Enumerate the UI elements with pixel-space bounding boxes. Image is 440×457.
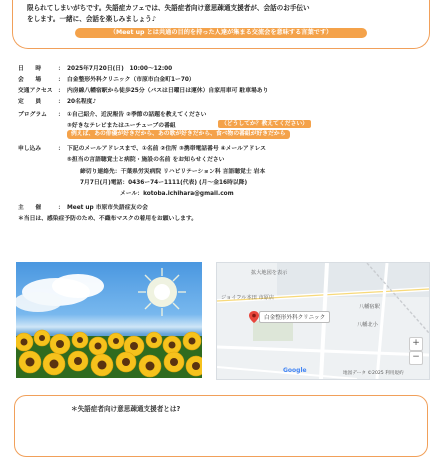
intro-line-1: 限られてしまいがちです。失語症カフェでは、失語症者向け意思疎通支援者が、会話のお手伝い — [27, 4, 310, 12]
sunflower-photo — [16, 262, 202, 378]
capacity-label: 定 員 — [18, 99, 42, 105]
host-value: Meet up 市原市失語症友の会 — [67, 205, 148, 211]
apply-line-1: 下記のメールアドレスまで、①名前 ②住所 ③携帯電話番号 ④メールアドレス — [67, 146, 266, 152]
map-area-label-2: 八幡北小 — [357, 322, 378, 328]
host-label: 主 催 — [18, 205, 42, 211]
map-station-label: 八幡宿駅 — [359, 304, 380, 310]
meetup-note: （Meet up とは共通の目的を持った人達が集まる交流会を意味する言葉です） — [75, 28, 367, 38]
supporter-info-box — [14, 395, 428, 457]
apply-email[interactable]: メール：kotoba.ichihara@gmail.com — [120, 191, 234, 197]
intro-line-2: をします。一緒に、会話を楽しみましょう♪ — [27, 15, 156, 23]
program-item-1: ①自己紹介、近況報告 ②季節の話題を教えてください — [67, 112, 207, 118]
apply-line-4: 7月7日(月)電話：0436ー74ー1111(代表) (月～金16時以降) — [80, 180, 248, 186]
map-pin-icon[interactable] — [249, 311, 259, 323]
map-footer: 地図データ ©2025 利用規約 — [343, 371, 404, 376]
date-label: 日 時 — [18, 66, 42, 72]
intro-box — [12, 0, 430, 49]
map-area-label: ジョイフル本田 市原店 — [221, 295, 275, 301]
date-value: 2025年7月20日(日) 10:00～12:00 — [67, 66, 173, 72]
sunflower-illustration — [16, 262, 202, 378]
program-item-3-tag: （どうしてか？教えてください） — [218, 120, 311, 128]
venue-label: 会 場 — [18, 77, 42, 83]
location-map[interactable] — [216, 262, 430, 380]
program-item-3: ③好きなテレビまたはユーチューブの番組 — [67, 123, 176, 129]
capacity-value: 20名程度♪ — [67, 99, 97, 105]
zoom-in-button[interactable]: + — [409, 337, 423, 351]
map-expand-link[interactable]: 拡大地図を表示 — [251, 270, 288, 276]
venue-value: 白金整形外科クリニック（市原市白金町1ー70） — [67, 77, 195, 83]
google-logo: Google — [283, 367, 307, 374]
zoom-out-button[interactable]: − — [409, 351, 423, 365]
notice: ＊当日は、感染症予防のため、不織布マスクの着用をお願いします。 — [18, 216, 198, 222]
apply-line-3: 締切り連絡先：千葉県労災病院 リハビリテーション科 言語聴覚士 岩本 — [80, 169, 266, 175]
map-pin-label: 白金整形外科クリニック — [259, 311, 330, 323]
program-label: プログラム — [18, 112, 47, 118]
apply-label: 申し込み — [18, 146, 42, 152]
program-example: 例えば、あの俳優が好きだから、あの歌が好きだから、食べ物の番組が好きだから — [67, 130, 290, 139]
supporter-info-title: ＊失語症者向け意思疎通支援者とは? — [71, 405, 181, 413]
apply-line-2: ⑤担当の言語聴覚士と病院・施設の名前 をお知らせください — [67, 157, 225, 163]
access-value: 内房線八幡宿駅から徒歩25分（バスは日曜日は運休）自家用車可 駐車場あり — [67, 88, 269, 94]
access-label: 交通アクセス — [18, 88, 53, 94]
